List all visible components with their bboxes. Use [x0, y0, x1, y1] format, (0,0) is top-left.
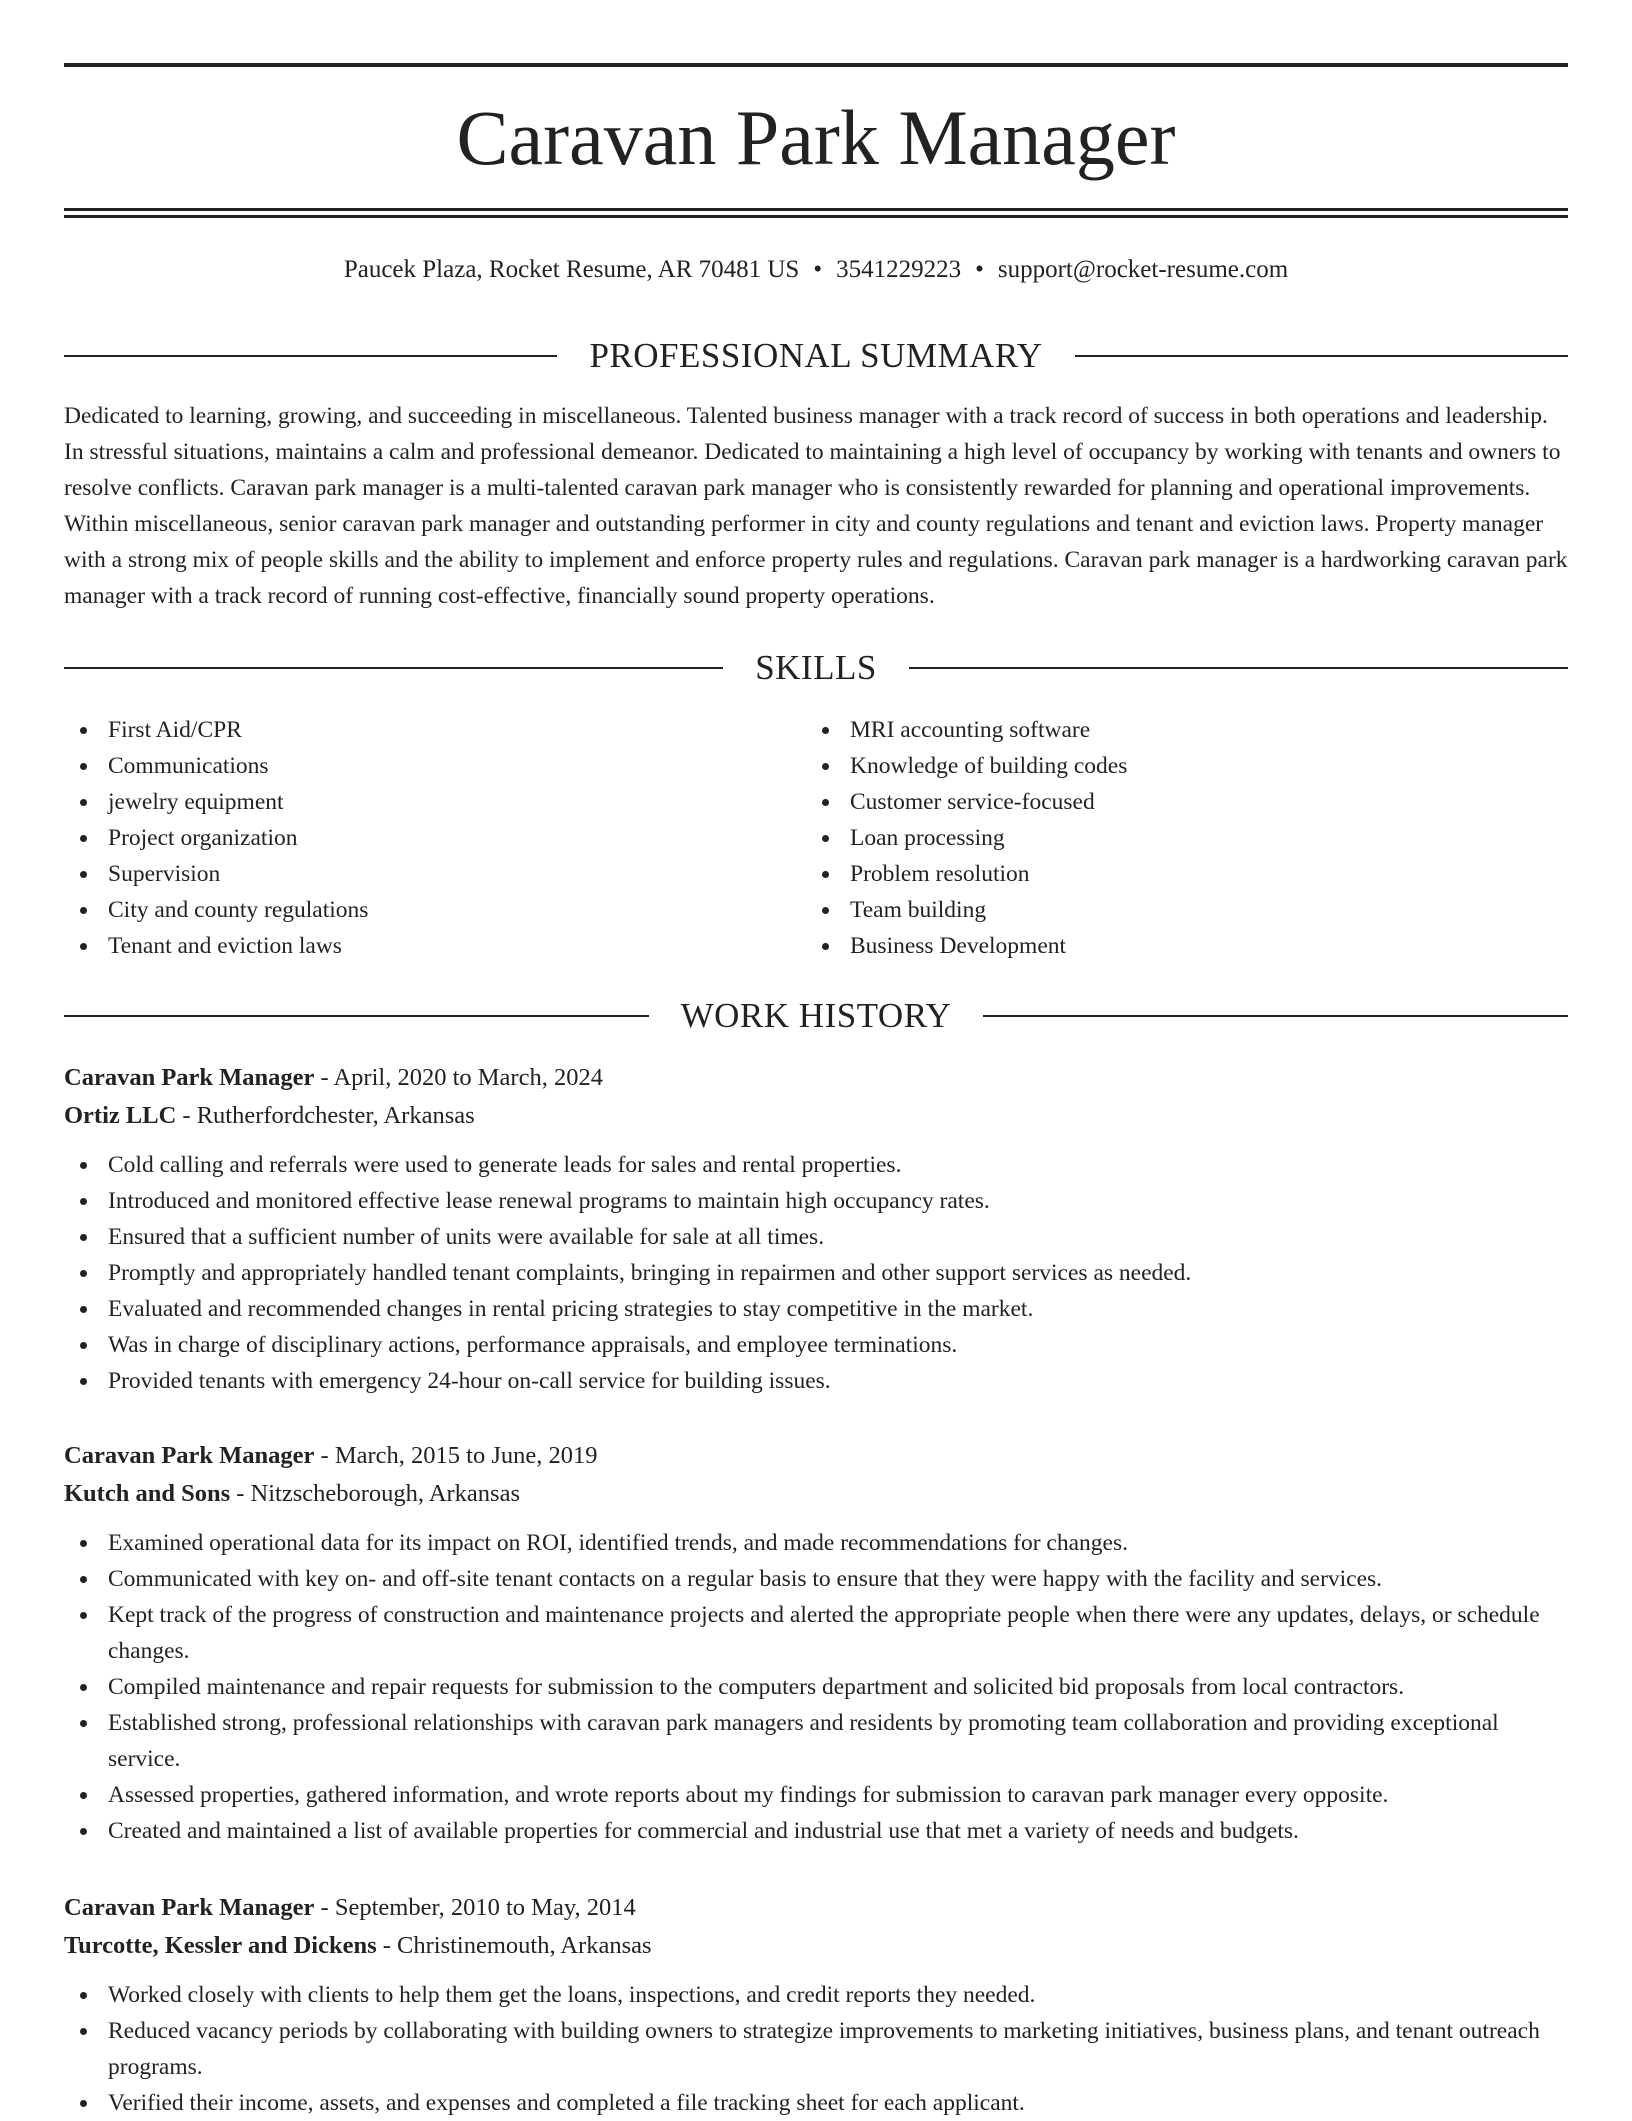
job-bullet: Examined operational data for its impact on ROI, identified trends, and made recommendations for changes. [64, 1525, 1568, 1561]
heading-rule-left [64, 1015, 649, 1017]
contact-phone: 3541229223 [836, 256, 962, 283]
job-bullets [64, 1977, 1568, 2121]
job-title: Caravan Park Manager [64, 1442, 315, 1469]
job-company-line [64, 1927, 1568, 1965]
job-bullet: Promptly and appropriately handled tenant complaints, bringing in repairmen and other support services as needed. [64, 1255, 1568, 1291]
skill-item: Team building [806, 892, 1506, 928]
job-bullets [64, 1525, 1568, 1849]
job-bullet: Reduced vacancy periods by collaborating with building owners to strategize improvements to marketing initiatives, business plans, and tenant outreach programs. [64, 2013, 1568, 2085]
skill-item: Business Development [806, 928, 1506, 964]
contact-separator: • [975, 256, 984, 283]
work-history-heading [64, 994, 1568, 1038]
title-rule-upper [64, 208, 1568, 211]
job-company-line [64, 1097, 1568, 1135]
summary-text: Dedicated to learning, growing, and succeeding in miscellaneous. Talented business manager with a track record of success in both operations and leadership. In stressful situations, maintains a calm and professional demeanor. Dedicated to maintaining a high level of occupancy by working with tenants and owners to resolve conflicts. Caravan park manager is a multi-talented caravan park manager who is consistently rewarded for planning and operational improvements. Within miscellaneous, senior caravan park manager and outstanding performer in city and county regulations and tenant and eviction laws. Property manager with a strong mix of people skills and the ability to implement and enforce property rules and regulations. Caravan park manager is a hardworking caravan park manager with a track record of running cost-effective, financially sound property operations. [64, 403, 1568, 609]
job-title: Caravan Park Manager [64, 1064, 315, 1091]
skills-list-left [64, 712, 764, 964]
job-location: - Rutherfordchester, Arkansas [176, 1102, 475, 1129]
job-bullet: Communicated with key on- and off-site tenant contacts on a regular basis to ensure that they were happy with the facility and services. [64, 1561, 1568, 1597]
job-bullet: Introduced and monitored effective lease renewal programs to maintain high occupancy rates. [64, 1183, 1568, 1219]
job-company: Kutch and Sons [64, 1480, 231, 1507]
job-company: Turcotte, Kessler and Dickens [64, 1932, 377, 1959]
job-title-line [64, 1437, 1568, 1475]
job-bullet: Cold calling and referrals were used to generate leads for sales and rental properties. [64, 1147, 1568, 1183]
job-bullet: Was in charge of disciplinary actions, performance appraisals, and employee terminations. [64, 1327, 1568, 1363]
job-bullet: Assessed properties, gathered information, and wrote reports about my findings for submission to caravan park manager every opposite. [64, 1777, 1568, 1813]
skill-item: Knowledge of building codes [806, 748, 1506, 784]
job-entry [64, 1059, 1568, 1399]
job-title-line [64, 1889, 1568, 1927]
job-entry [64, 1889, 1568, 2121]
skill-item: Tenant and eviction laws [64, 928, 764, 964]
job-company: Ortiz LLC [64, 1102, 177, 1129]
job-bullet: Compiled maintenance and repair requests for submission to the computers department and solicited bid proposals from local contractors. [64, 1669, 1568, 1705]
job-dates: - March, 2015 to June, 2019 [314, 1442, 598, 1469]
job-bullet: Provided tenants with emergency 24-hour on-call service for building issues. [64, 1363, 1568, 1399]
skills-heading [64, 646, 1568, 690]
job-entry [64, 1437, 1568, 1849]
skill-item: Loan processing [806, 820, 1506, 856]
skill-item: jewelry equipment [64, 784, 764, 820]
top-rule [64, 63, 1568, 67]
skills-heading-text: SKILLS [755, 648, 877, 687]
contact-separator: • [813, 256, 823, 283]
job-location: - Nitzscheborough, Arkansas [230, 1480, 520, 1507]
job-dates: - April, 2020 to March, 2024 [314, 1064, 603, 1091]
skill-item: First Aid/CPR [64, 712, 764, 748]
job-company-line [64, 1475, 1568, 1513]
heading-rule-left [64, 355, 557, 357]
skill-item: Communications [64, 748, 764, 784]
job-location: - Christinemouth, Arkansas [376, 1932, 652, 1959]
job-bullet: Worked closely with clients to help them get the loans, inspections, and credit reports they needed. [64, 1977, 1568, 2013]
job-title-line [64, 1059, 1568, 1097]
heading-rule-right [983, 1015, 1568, 1017]
job-bullet: Established strong, professional relationships with caravan park managers and residents by promoting team collaboration and providing exceptional service. [64, 1705, 1568, 1777]
summary-heading-text: PROFESSIONAL SUMMARY [589, 336, 1043, 375]
job-title: Caravan Park Manager [64, 1894, 315, 1921]
title-rule-lower [64, 215, 1568, 218]
heading-rule-left [64, 667, 723, 669]
contact-email: support@rocket-resume.com [997, 256, 1289, 283]
heading-rule-right [909, 667, 1568, 669]
job-bullets [64, 1147, 1568, 1399]
skill-item: MRI accounting software [806, 712, 1506, 748]
job-bullet: Ensured that a sufficient number of units were available for sale at all times. [64, 1219, 1568, 1255]
skill-item: City and county regulations [64, 892, 764, 928]
skill-item: Project organization [64, 820, 764, 856]
job-bullet: Created and maintained a list of available properties for commercial and industrial use that met a variety of needs and budgets. [64, 1813, 1568, 1849]
job-bullet: Kept track of the progress of construction and maintenance projects and alerted the appropriate people when there were any updates, delays, or schedule changes. [64, 1597, 1568, 1669]
job-bullet: Verified their income, assets, and expenses and completed a file tracking sheet for each applicant. [64, 2085, 1568, 2121]
contact-address: Paucek Plaza, Rocket Resume, AR 70481 US [343, 256, 800, 283]
skill-item: Problem resolution [806, 856, 1506, 892]
job-bullet: Evaluated and recommended changes in rental pricing strategies to stay competitive in the market. [64, 1291, 1568, 1327]
heading-rule-right [1075, 355, 1568, 357]
summary-heading [64, 334, 1568, 378]
contact-line [64, 252, 1568, 288]
skill-item: Customer service-focused [806, 784, 1506, 820]
work-history-heading-text: WORK HISTORY [680, 996, 952, 1035]
resume-title: Caravan Park Manager [456, 94, 1176, 181]
job-dates: - September, 2010 to May, 2014 [314, 1894, 636, 1921]
skills-list-right [806, 712, 1506, 964]
skill-item: Supervision [64, 856, 764, 892]
